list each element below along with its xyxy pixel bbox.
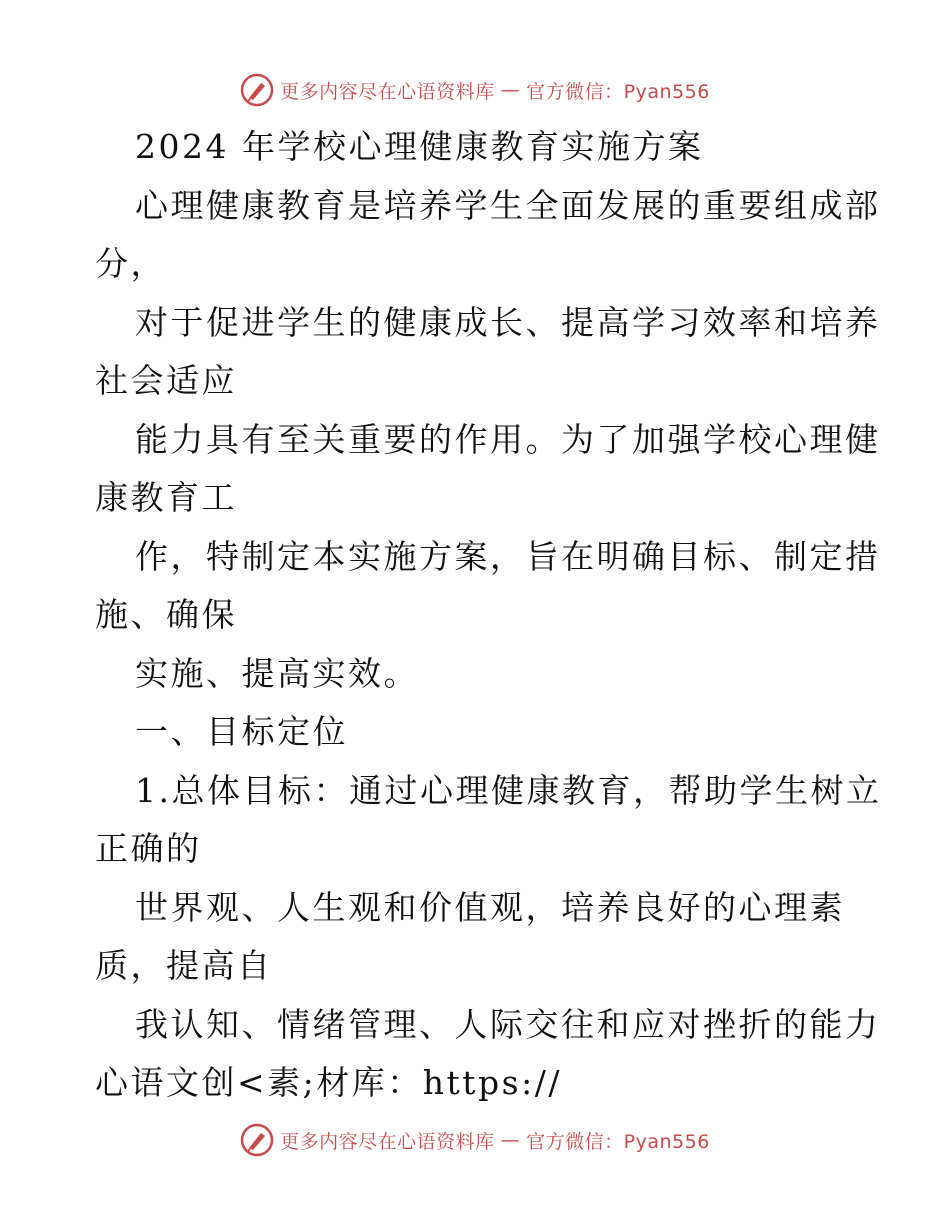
paragraph-line: 社会适应 [95, 361, 237, 400]
document-body [95, 118, 882, 1113]
paragraph-line: 质，提高自 [95, 946, 273, 985]
paragraph-line: 实施、提高实效。 [135, 653, 419, 693]
footer-watermark [0, 1120, 950, 1160]
paragraph-line: 我认知、情绪管理、人际交往和应对挫折的能力 [135, 1004, 881, 1044]
section-heading: 一、目标定位 [135, 712, 348, 751]
paragraph-line: 施、确保 [95, 595, 237, 634]
watermark-official: 官方微信：Pyan556 [526, 80, 710, 103]
paragraph-line: 1.总体目标：通过心理健康教育，帮助学生树立 [135, 770, 882, 810]
watermark-text: 更多内容尽在心语资料库 [280, 80, 495, 103]
paragraph-line: 心理健康教育是培养学生全面发展的重要组成部 [135, 185, 881, 225]
paragraph-line: 对于促进学生的健康成长、提高学习效率和培养 [135, 302, 881, 342]
paragraph-line: 心语文创<素;材库：https:// [95, 1063, 562, 1102]
paragraph-line: 世界观、人生观和价值观，培养良好的心理素 [135, 887, 845, 927]
watermark-text: 更多内容尽在心语资料库 [280, 1130, 495, 1153]
paragraph-line: 作，特制定本实施方案，旨在明确目标、制定措 [135, 536, 881, 576]
quill-pen-logo-icon [240, 1123, 274, 1157]
paragraph-line: 康教育工 [95, 478, 237, 517]
watermark-separator: — [500, 79, 521, 101]
header-watermark [0, 70, 950, 110]
watermark-official: 官方微信：Pyan556 [526, 1130, 710, 1153]
document-title: 2024 年学校心理健康教育实施方案 [135, 127, 704, 166]
paragraph-line: 能力具有至关重要的作用。为了加强学校心理健 [135, 419, 881, 459]
paragraph-line: 分， [95, 244, 166, 283]
watermark-separator: — [500, 1129, 521, 1151]
paragraph-line: 正确的 [95, 829, 202, 868]
quill-pen-logo-icon [240, 73, 274, 107]
